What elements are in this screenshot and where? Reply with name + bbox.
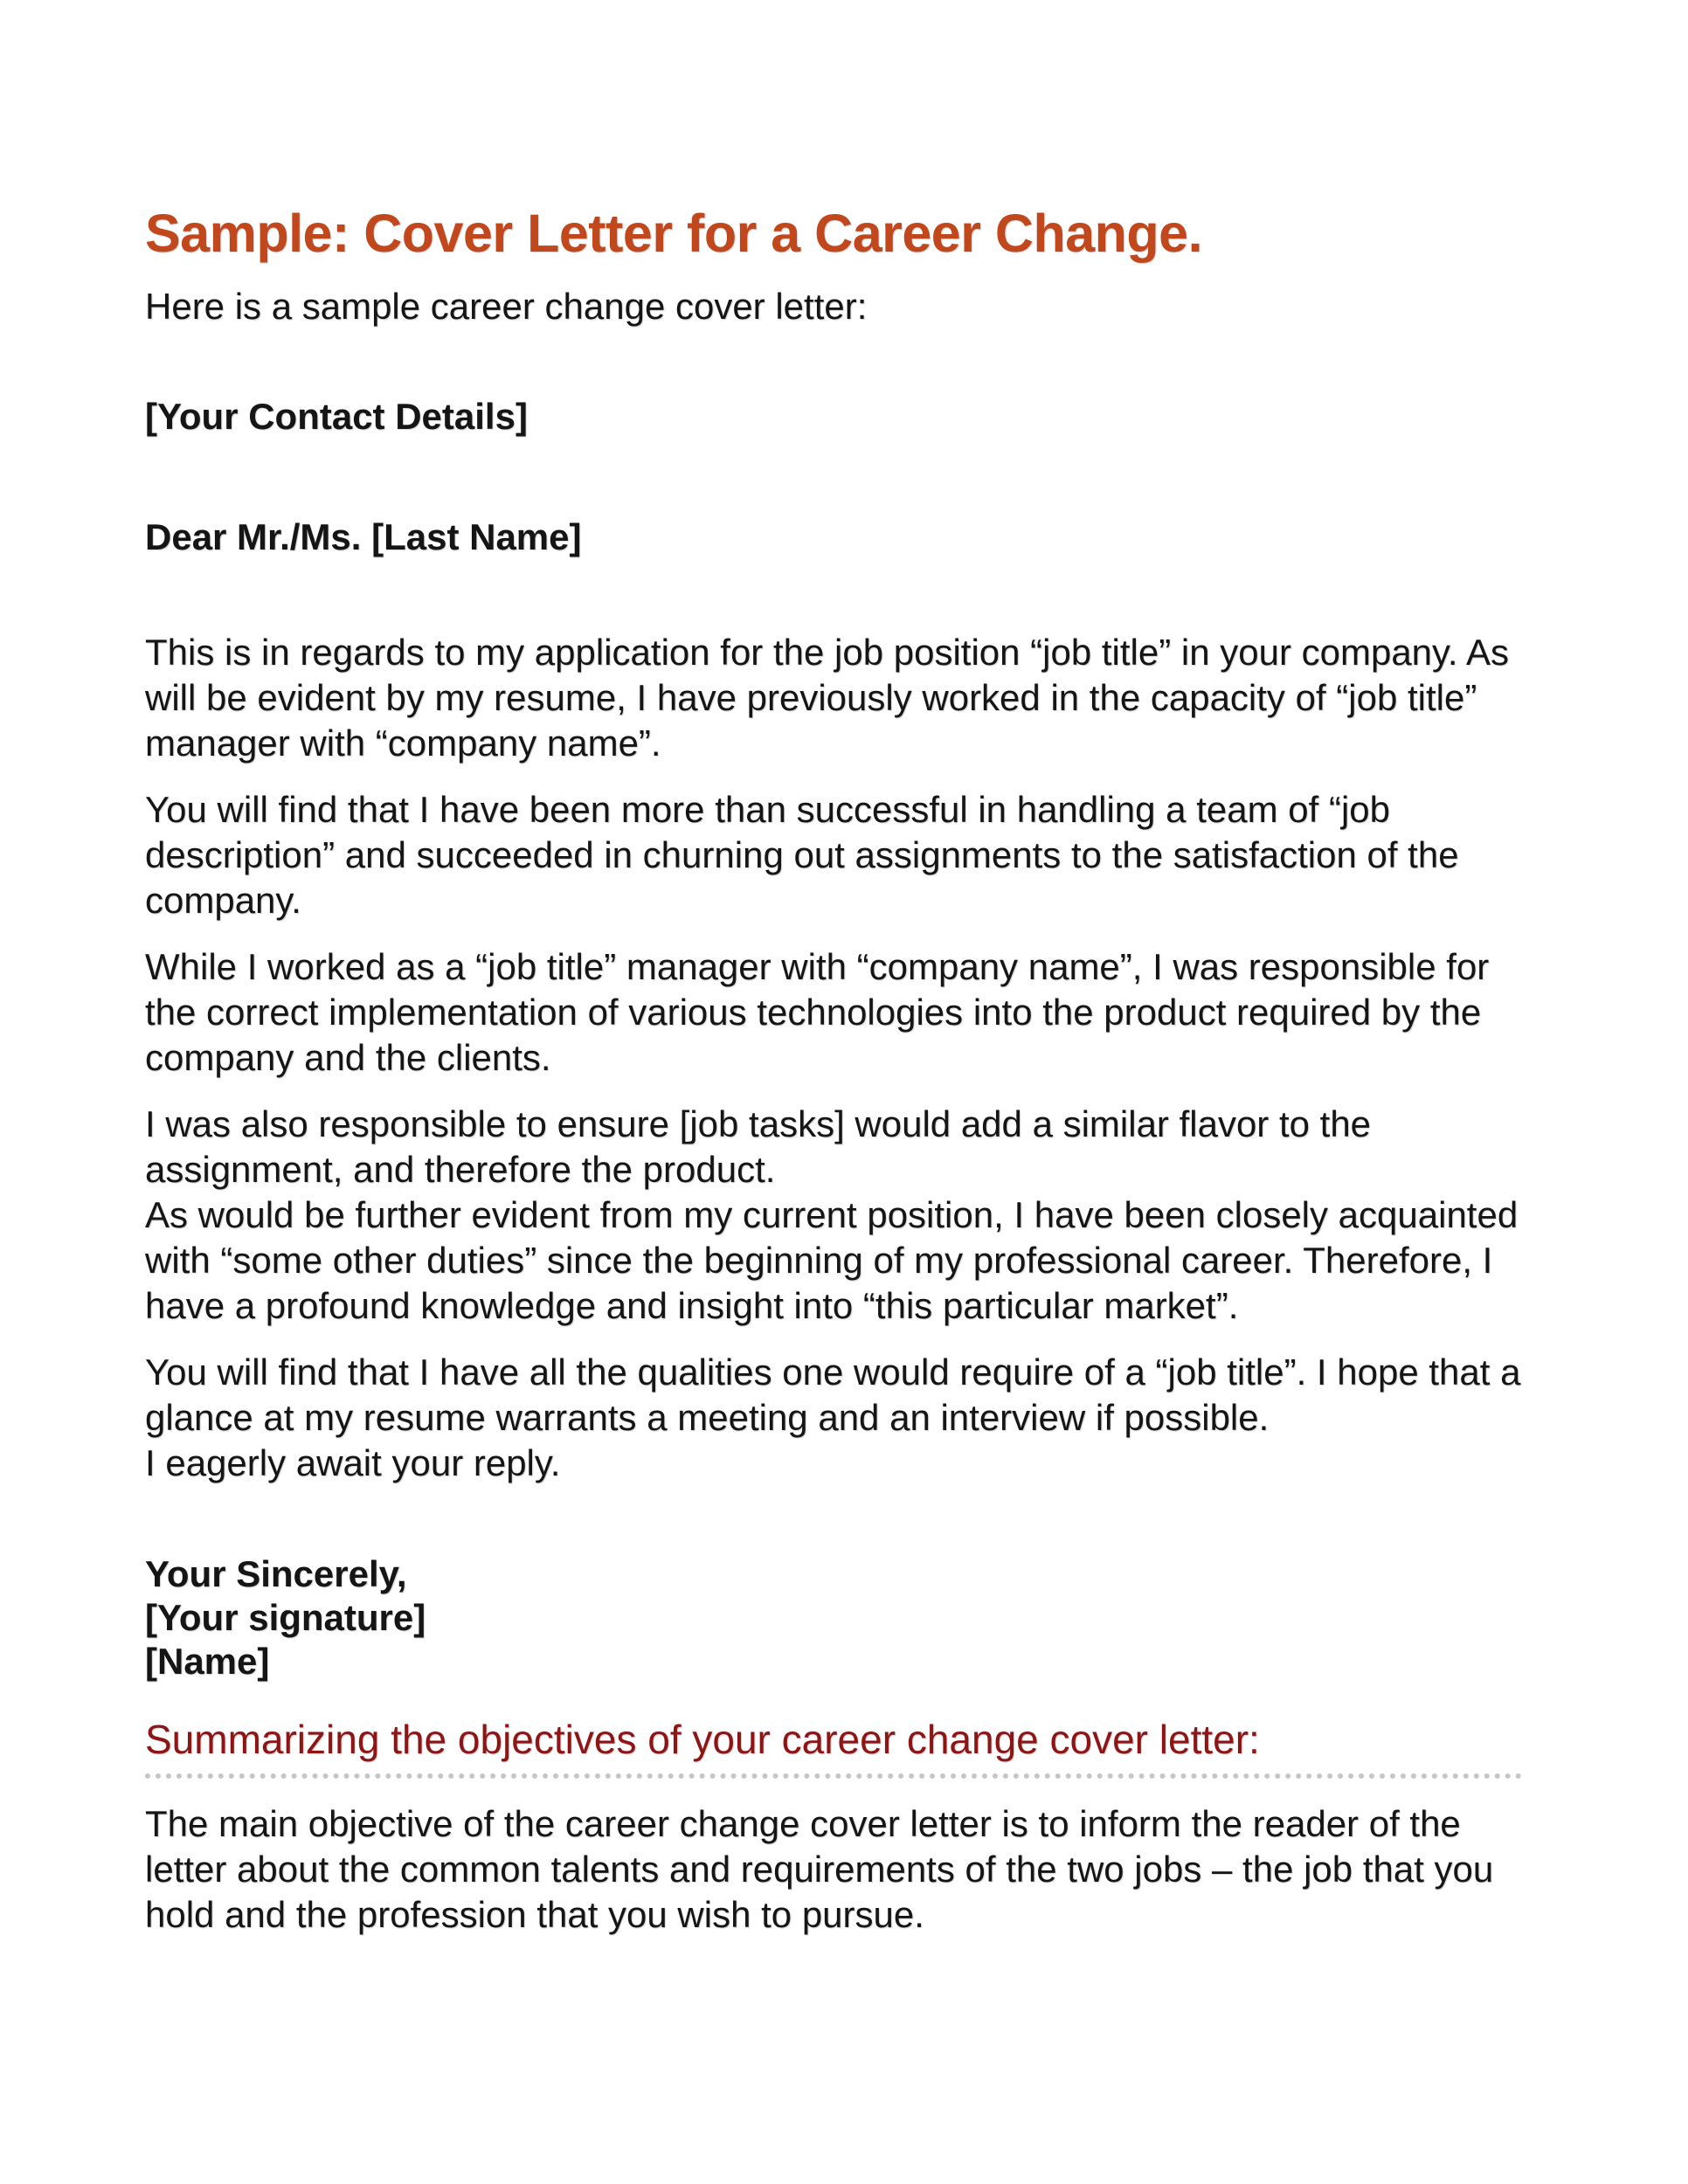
paragraph-text: I was also responsible to ensure [job tasks] would add a similar flavor to the assignment, and therefore the product. xyxy=(145,1103,1372,1191)
paragraph-text: You will find that I have all the qualities one would require of a “job title”. I hope that a glance at my resume warrants a meeting and an interview if possible. xyxy=(145,1351,1521,1439)
section-heading: Summarizing the objectives of your career change cover letter: xyxy=(145,1717,1522,1779)
closing-sincerely: Your Sincerely, xyxy=(145,1553,407,1595)
paragraph-application xyxy=(145,630,1522,766)
paragraph-responsibilities xyxy=(145,944,1522,1081)
paragraph-text: While I worked as a “job title” manager with “company name”, I was responsible for the correct implementation of various technologies into the product required by the company and the clients. xyxy=(145,946,1490,1079)
summary-paragraph: The main objective of the career change cover letter is to inform the reader of the letter about the common talents and requirements of the two jobs – the job that you hold and the profession that you wish to pursue. xyxy=(145,1803,1494,1936)
paragraph-text: This is in regards to my application for the job position “job title” in your company. As will be evident by my resume, I have previously worked in the capacity of “job title” manager with “company name”. xyxy=(145,632,1509,764)
page-title: Sample: Cover Letter for a Career Change. xyxy=(145,204,1203,263)
paragraph-text: I eagerly await your reply. xyxy=(145,1442,561,1484)
closing-name-placeholder: [Name] xyxy=(145,1641,270,1683)
salutation-line: Dear Mr./Ms. [Last Name] xyxy=(145,516,582,558)
closing-block xyxy=(145,1552,1522,1683)
contact-details-placeholder: [Your Contact Details] xyxy=(145,396,528,438)
paragraph-text: You will find that I have been more than successful in handling a team of “job description” and succeeded in churning out assignments to the satisfaction of the company. xyxy=(145,789,1459,922)
paragraph-text: As would be further evident from my current position, I have been closely acquainted with “some other duties” since the beginning of my professional career. Therefore, I have a profound knowledge and insight into “this particular market”. xyxy=(145,1194,1519,1327)
paragraph-qualities xyxy=(145,1350,1522,1486)
closing-signature-placeholder: [Your signature] xyxy=(145,1597,426,1639)
intro-line: Here is a sample career change cover letter: xyxy=(145,286,868,328)
paragraph-job-tasks xyxy=(145,1102,1522,1329)
paragraph-team-success xyxy=(145,787,1522,923)
